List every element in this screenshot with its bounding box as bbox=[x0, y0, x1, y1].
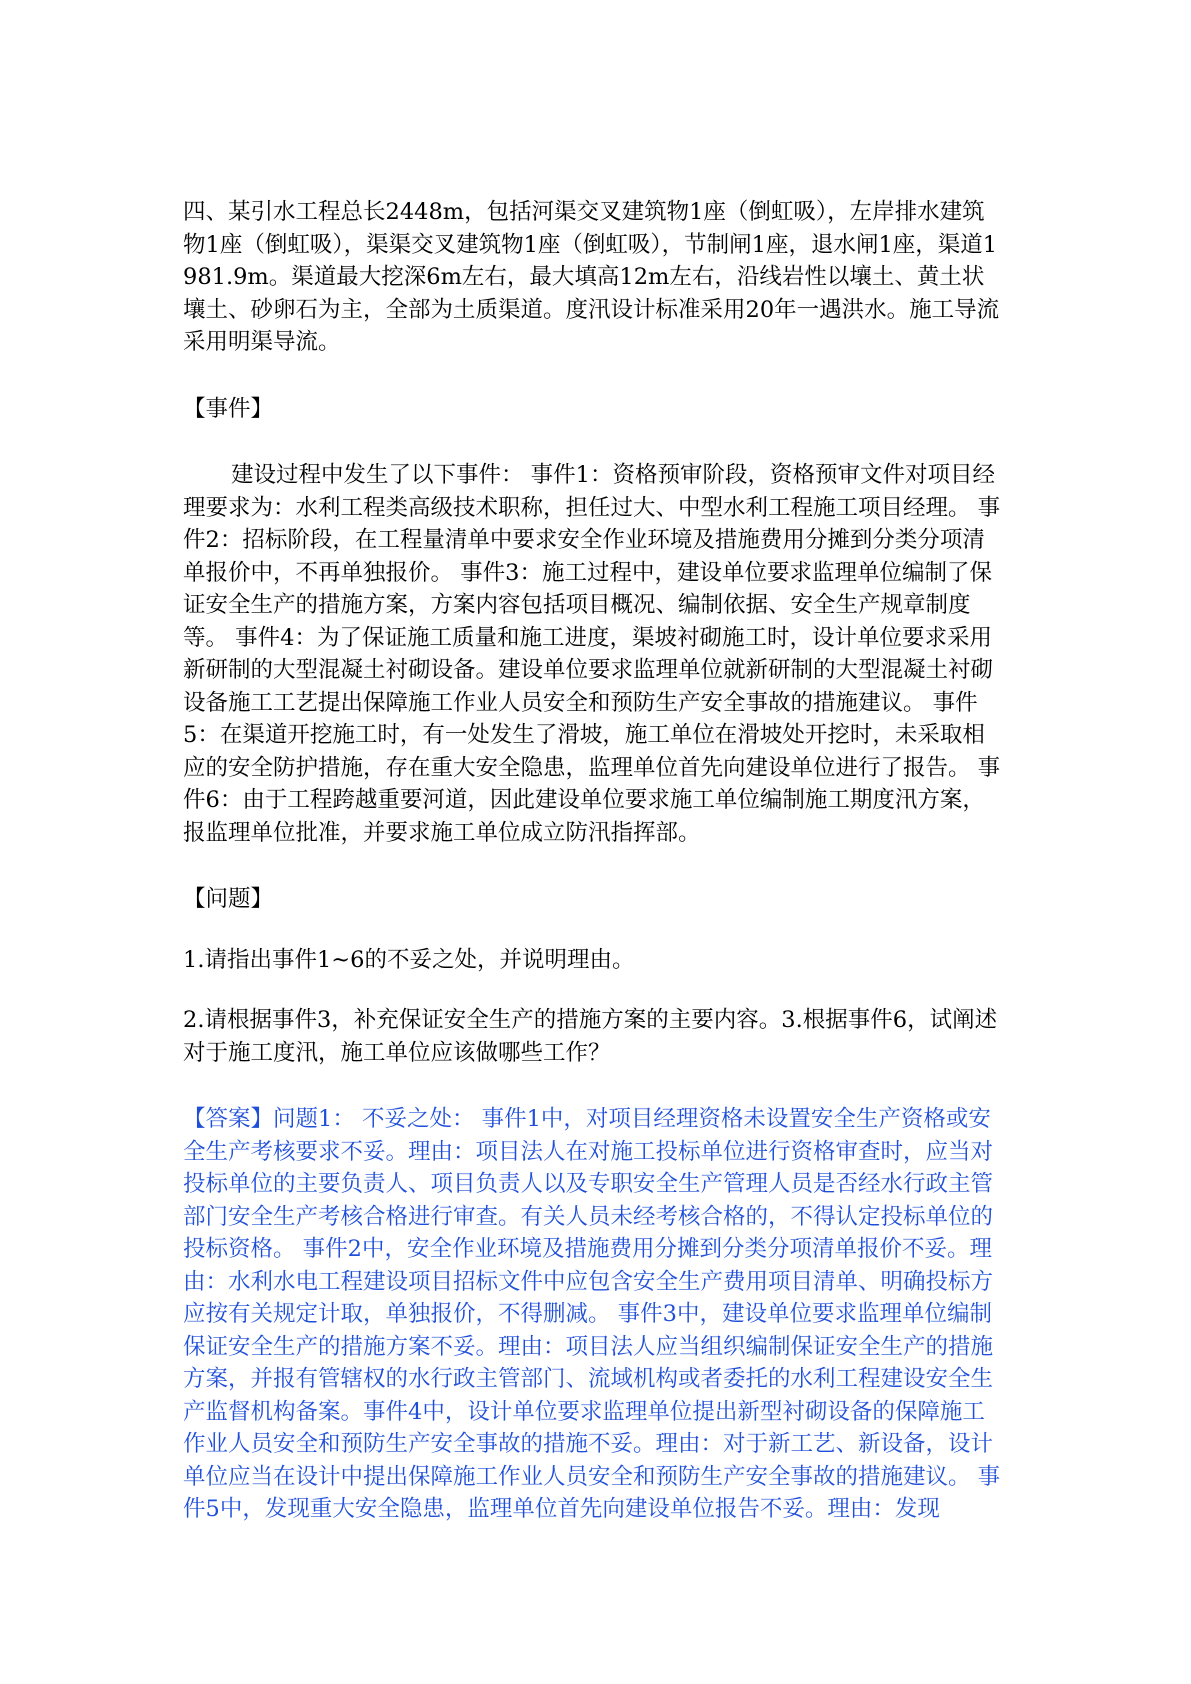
spacer bbox=[183, 849, 1001, 883]
spacer bbox=[183, 916, 1001, 944]
intro-paragraph: 四、某引水工程总长2448m，包括河渠交叉建筑物1座（倒虹吸），左岸排水建筑物1座（倒虹吸），渠渠交叉建筑物1座（倒虹吸），节制闸1座，退水闸1座，渠道1981.9m。渠道最大挖深6m左右，最大填高12m左右，沿线岩性以壤土、黄土状壤土、砂卵石为主，全部为土质渠道。度汛设计标准采用20年一遇洪水。施工导流采用明渠导流。 bbox=[183, 199, 1000, 355]
questions-heading: 【问题】 bbox=[183, 886, 274, 912]
spacer bbox=[183, 425, 1001, 459]
events-paragraph: 建设过程中发生了以下事件： 事件1：资格预审阶段，资格预审文件对项目经理要求为：水利工程类高级技术职称，担任过大、中型水利工程施工项目经理。 事件2：招标阶段，在工程量清单中要求安全作业环境及措施费用分摊到分类分项清单报价中，不再单独报价。 事件3：施工过程中，建设单位要求监理单位编制了保证安全生产的措施方案，方案内容包括项目概况、编制依据、安全生产规章制度等。 事件4：为了保证施工质量和施工进度，渠坡衬砌施工时，设计单位要求采用新研制的大型混凝土衬砌设备。建设单位要求监理单位就新研制的大型混凝土衬砌设备施工工艺提出保障施工作业人员安全和预防生产安全事故的措施建议。 事件5：在渠道开挖施工时，有一处发生了滑坡，施工单位在滑坡处开挖时，未采取相应的安全防护措施，存在重大安全隐患，监理单位首先向建设单位进行了报告。 事件6：由于工程跨越重要河道，因此建设单位要求施工单位编制施工期度汛方案，报监理单位批准，并要求施工单位成立防汛指挥部。 bbox=[183, 462, 1001, 846]
events-heading: 【事件】 bbox=[183, 395, 274, 422]
answer-paragraph: 【答案】问题1： 不妥之处： 事件1中，对项目经理资格未设置安全生产资格或安全生产考核要求不妥。理由：项目法人在对施工投标单位进行资格审查时，应当对投标单位的主要负责人、项目负责人以及专职安全生产管理人员是否经水行政主管部门安全生产考核合格进行审查。有关人员未经考核合格的，不得认定投标单位的投标资格。 事件2中，安全作业环境及措施费用分摊到分类分项清单报价不妥。理由：水利水电工程建设项目招标文件中应包含安全生产费用项目清单、明确投标方应按有关规定计取，单独报价，不得删减。 事件3中，建设单位要求监理单位编制保证安全生产的措施方案不妥。理由：项目法人应当组织编制保证安全生产的措施方案，并报有管辖权的水行政主管部门、流域机构或者委托的水利工程建设安全生产监督机构备案。事件4中，设计单位要求监理单位提出新型衬砌设备的保障施工作业人员安全和预防生产安全事故的措施不妥。理由：对于新工艺、新设备，设计单位应当在设计中提出保障施工作业人员安全和预防生产安全事故的措施建议。 事件5中，发现重大安全隐患，监理单位首先向建设单位报告不妥。理由：发现 bbox=[183, 1106, 1001, 1522]
document-body bbox=[183, 196, 1001, 1526]
spacer bbox=[183, 1069, 1001, 1103]
question-2-3: 2.请根据事件3，补充保证安全生产的措施方案的主要内容。3.根据事件6，试阐述对于施工度汛，施工单位应该做哪些工作？ bbox=[183, 1007, 998, 1066]
spacer bbox=[183, 976, 1001, 1004]
question-1: 1.请指出事件1~6的不妥之处，并说明理由。 bbox=[183, 946, 635, 973]
spacer bbox=[183, 359, 1001, 393]
